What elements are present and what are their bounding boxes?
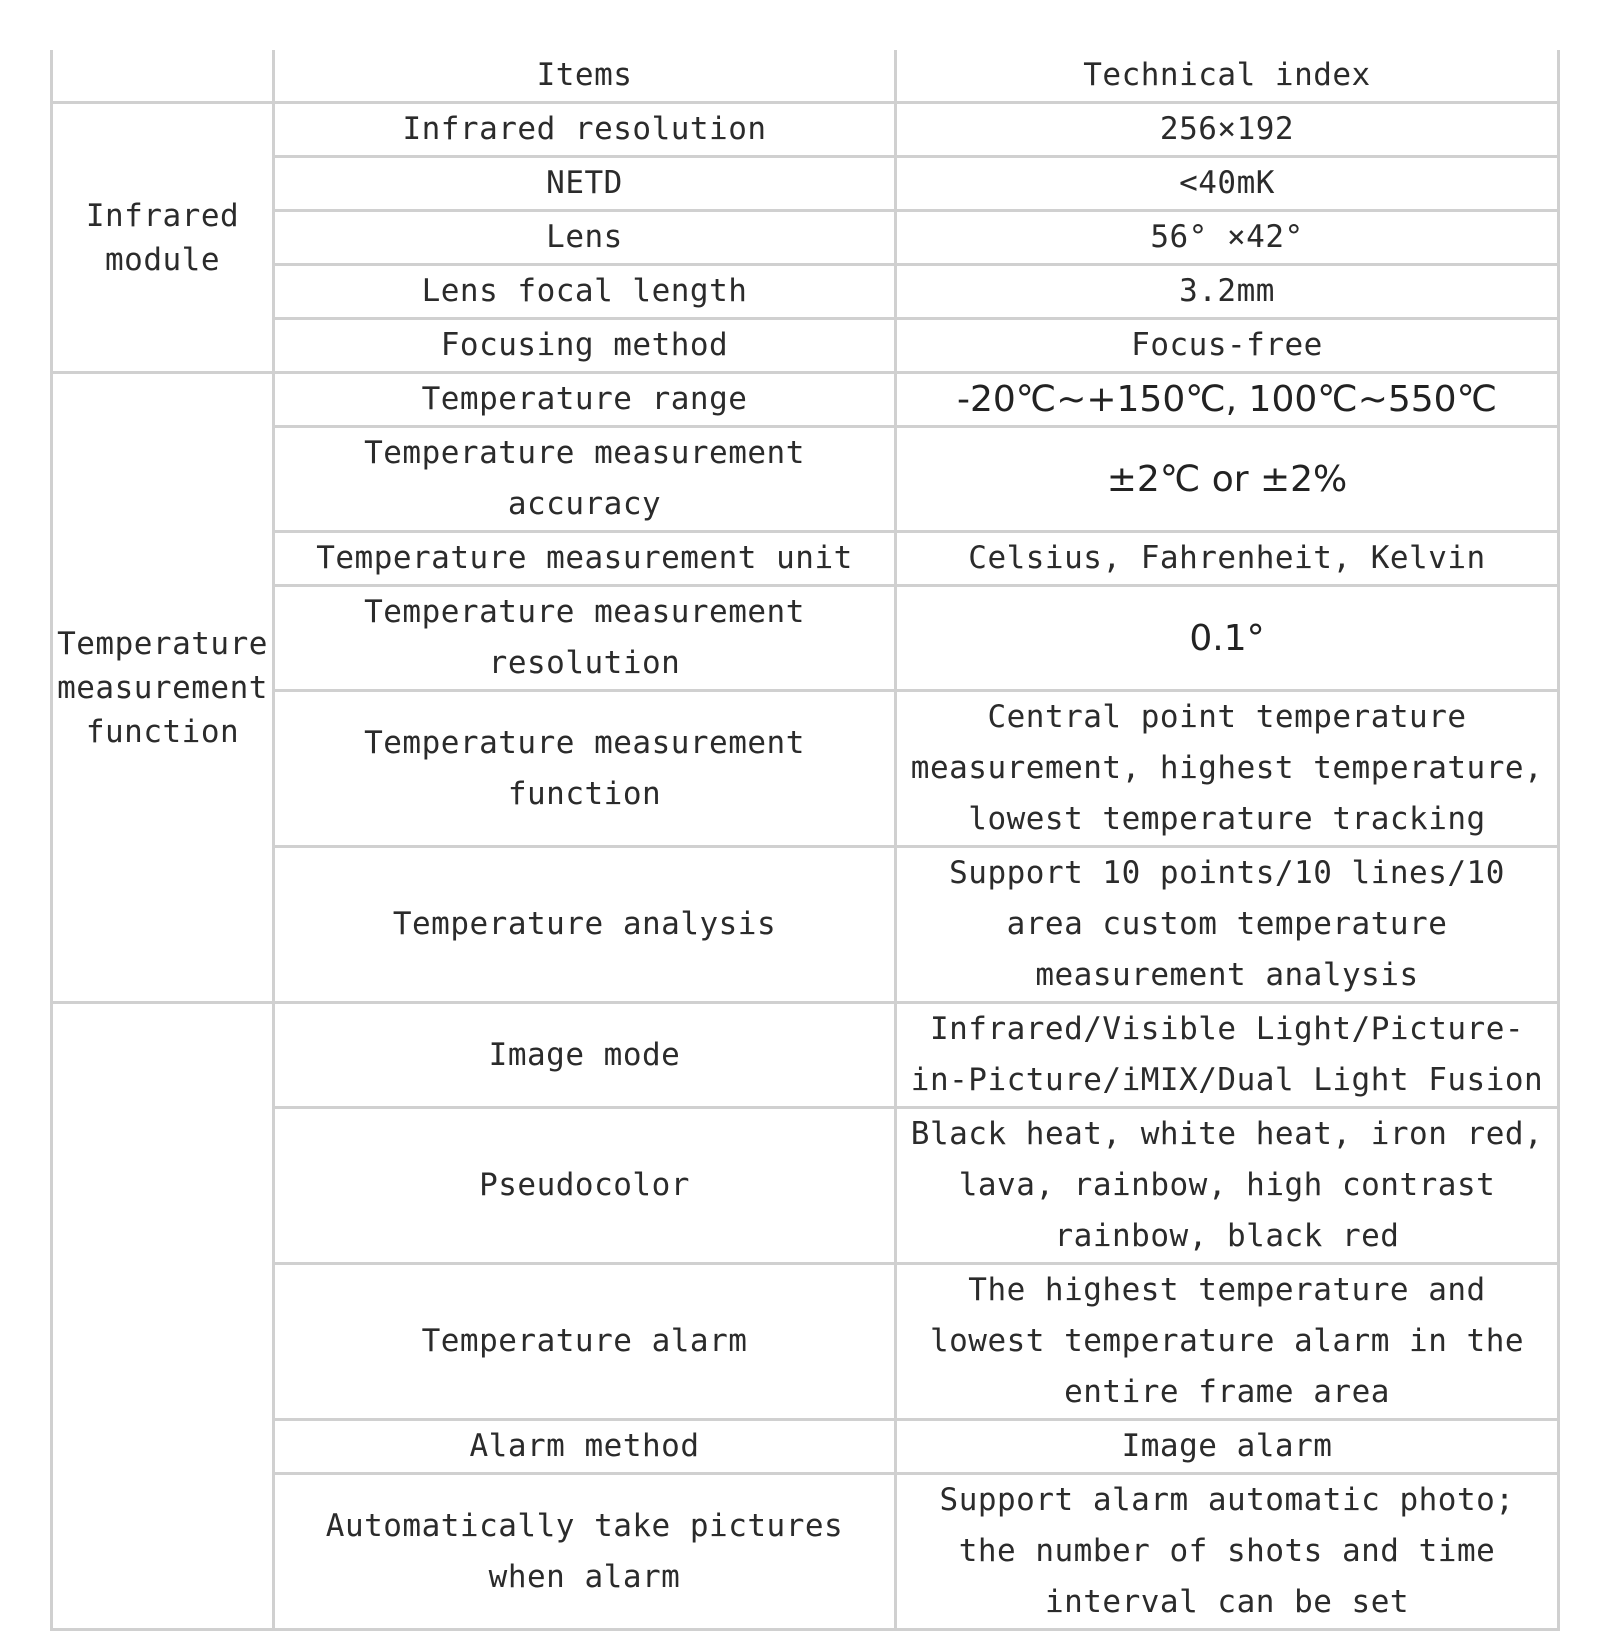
header-items: Items bbox=[274, 50, 896, 103]
table-row bbox=[52, 691, 1559, 847]
value-cell: The highest temperature and lowest temperature alarm in the entire frame area bbox=[896, 1264, 1559, 1420]
item-cell: Image mode bbox=[274, 1003, 896, 1108]
item-cell: Temperature range bbox=[274, 373, 896, 427]
table-row bbox=[52, 1003, 1559, 1108]
item-cell: Automatically take pictures when alarm bbox=[274, 1474, 896, 1630]
value-cell: -20℃~+150℃, 100℃~550℃ bbox=[896, 373, 1559, 427]
spec-table bbox=[50, 50, 1560, 1631]
table-row bbox=[52, 157, 1559, 211]
value-cell: Support alarm automatic photo; the number of shots and time interval can be set bbox=[896, 1474, 1559, 1630]
item-cell: Temperature measurement resolution bbox=[274, 586, 896, 691]
table-row bbox=[52, 532, 1559, 586]
item-cell: Temperature measurement function bbox=[274, 691, 896, 847]
table-row bbox=[52, 586, 1559, 691]
table-row bbox=[52, 1108, 1559, 1264]
group-label-infrared-module: Infrared module bbox=[52, 103, 274, 373]
table-row bbox=[52, 427, 1559, 532]
item-cell: Pseudocolor bbox=[274, 1108, 896, 1264]
table-row bbox=[52, 1264, 1559, 1420]
item-cell: Temperature measurement accuracy bbox=[274, 427, 896, 532]
item-cell: Alarm method bbox=[274, 1420, 896, 1474]
spec-sheet bbox=[50, 50, 1557, 1620]
item-cell: Temperature analysis bbox=[274, 847, 896, 1003]
value-cell: 256×192 bbox=[896, 103, 1559, 157]
value-cell: 56° ×42° bbox=[896, 211, 1559, 265]
value-cell: Infrared/Visible Light/Picture-in-Picture/iMIX/Dual Light Fusion bbox=[896, 1003, 1559, 1108]
item-cell: Temperature measurement unit bbox=[274, 532, 896, 586]
table-row bbox=[52, 1474, 1559, 1630]
group-label-image-functions bbox=[52, 1003, 274, 1630]
value-cell: Support 10 points/10 lines/10 area custom temperature measurement analysis bbox=[896, 847, 1559, 1003]
value-cell: <40mK bbox=[896, 157, 1559, 211]
value-cell: Focus-free bbox=[896, 319, 1559, 373]
item-cell: Lens bbox=[274, 211, 896, 265]
value-cell: 3.2mm bbox=[896, 265, 1559, 319]
value-cell: ±2℃ or ±2% bbox=[896, 427, 1559, 532]
table-row bbox=[52, 319, 1559, 373]
item-cell: NETD bbox=[274, 157, 896, 211]
header-row bbox=[52, 50, 1559, 103]
value-cell: Black heat, white heat, iron red, lava, rainbow, high contrast rainbow, black red bbox=[896, 1108, 1559, 1264]
header-technical-index: Technical index bbox=[896, 50, 1559, 103]
value-cell: Celsius, Fahrenheit, Kelvin bbox=[896, 532, 1559, 586]
value-cell: Central point temperature measurement, highest temperature, lowest temperature tracking bbox=[896, 691, 1559, 847]
table-row bbox=[52, 103, 1559, 157]
item-cell: Infrared resolution bbox=[274, 103, 896, 157]
value-cell: Image alarm bbox=[896, 1420, 1559, 1474]
table-row bbox=[52, 847, 1559, 1003]
item-cell: Focusing method bbox=[274, 319, 896, 373]
table-row bbox=[52, 265, 1559, 319]
value-cell: 0.1° bbox=[896, 586, 1559, 691]
group-label-temperature-measurement: Temperature measurement function bbox=[52, 373, 274, 1003]
header-group-cell bbox=[52, 50, 274, 103]
table-row bbox=[52, 373, 1559, 427]
item-cell: Lens focal length bbox=[274, 265, 896, 319]
item-cell: Temperature alarm bbox=[274, 1264, 896, 1420]
table-row bbox=[52, 1420, 1559, 1474]
table-row bbox=[52, 211, 1559, 265]
